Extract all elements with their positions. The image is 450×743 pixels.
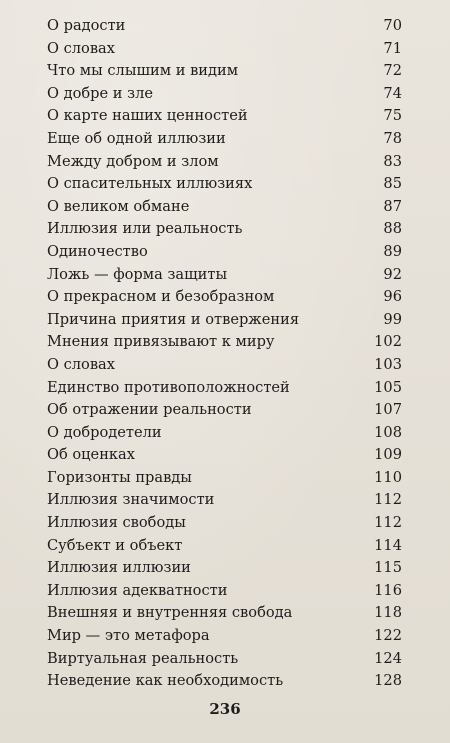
toc-entry [47,128,402,151]
toc-entry-title: Одиночество [47,242,148,260]
toc-entry [47,467,402,490]
toc-entry [47,196,402,219]
toc-entry-page: 75 [383,107,402,125]
toc-entry-title: Что мы слышим и видим [47,62,239,80]
toc-entry-page: 96 [383,288,402,306]
toc-entry [47,648,402,671]
toc-entry-page: 115 [374,559,402,577]
toc-entry-title: Причина приятия и отвержения [47,310,300,328]
toc-entry-title: О карте наших ценностей [47,107,248,125]
toc-entry-page: 92 [383,265,402,283]
toc-entry-page: 99 [383,310,402,328]
toc-entry [47,331,402,354]
toc-entry [47,422,402,445]
toc-entry-title: Горизонты правды [47,468,192,486]
toc-entry [47,60,402,83]
toc-entry [47,264,402,287]
toc-entry-page: 112 [374,491,402,509]
toc-entry-page: 103 [374,355,402,373]
toc-entry-title: Единство противоположностей [47,378,290,396]
toc-entry [47,444,402,467]
toc-entry-page: 107 [374,401,402,419]
toc-entry [47,670,402,693]
toc-entry-page: 78 [383,129,402,147]
toc-entry-page: 74 [383,84,402,102]
toc-entry [47,399,402,422]
toc-entry-title: Об оценках [47,446,135,464]
toc-entry [47,38,402,61]
toc-entry-page: 110 [374,468,402,486]
toc-entry-title: Субъект и объект [47,536,183,554]
toc-entry-title: О спасительных иллюзиях [47,175,253,193]
toc-entry-page: 105 [374,378,402,396]
toc-entry-page: 118 [374,604,402,622]
toc-entry [47,15,402,38]
toc-entry [47,535,402,558]
toc-entry-page: 128 [374,672,402,690]
toc-entry-title: Иллюзия значимости [47,491,215,509]
toc-entry-title: О словах [47,39,115,57]
toc-entry-title: Неведение как необходимость [47,672,284,690]
toc-entry-title: Мир — это метафора [47,627,210,645]
toc-entry-title: Иллюзия или реальность [47,220,243,238]
toc-entry-page: 72 [383,62,402,80]
toc-entry-page: 108 [374,423,402,441]
toc-entry-page: 116 [374,581,402,599]
toc-entry-title: Виртуальная реальность [47,649,239,667]
toc-entry-title: О добродетели [47,423,162,441]
toc-entry-title: О радости [47,17,126,34]
toc-entry [47,309,402,332]
toc-entry-page: 85 [383,175,402,193]
toc-entry-title: Ложь — форма защиты [47,265,228,283]
toc-entry-page: 70 [383,17,402,34]
toc-entry-title: О добре и зле [47,84,154,102]
toc-entry-title: Иллюзия адекватности [47,581,228,599]
toc-entry [47,625,402,648]
toc-entry [47,83,402,106]
toc-entry-title: О прекрасном и безобразном [47,288,275,306]
toc-entry-page: 124 [374,649,402,667]
toc-entry-title: Между добром и злом [47,152,219,170]
toc-entry-title: О великом обмане [47,197,190,215]
toc-entry [47,489,402,512]
toc-entry [47,602,402,625]
toc-entry [47,354,402,377]
toc-entry-page: 122 [374,627,402,645]
toc-entry-title: Иллюзия свободы [47,514,186,532]
toc-entry [47,173,402,196]
toc-entry-page: 114 [374,536,402,554]
toc-entry-page: 112 [374,514,402,532]
page-number: 236 [209,700,241,718]
table-of-contents [47,15,402,693]
toc-entry-page: 88 [383,220,402,238]
toc-entry [47,151,402,174]
toc-entry-page: 87 [383,197,402,215]
toc-entry-title: О словах [47,355,115,373]
toc-entry [47,105,402,128]
toc-entry [47,286,402,309]
toc-entry [47,377,402,400]
toc-entry-title: Еще об одной иллюзии [47,129,226,147]
toc-entry-title: Об отражении реальности [47,401,252,419]
toc-entry-title: Иллюзия иллюзии [47,559,191,577]
toc-entry-page: 89 [383,242,402,260]
toc-entry-page: 109 [374,446,402,464]
toc-entry-title: Внешняя и внутренняя свобода [47,604,293,622]
toc-entry-page: 71 [383,39,402,57]
toc-entry [47,557,402,580]
toc-entry-page: 83 [383,152,402,170]
toc-entry-title: Мнения привязывают к миру [47,333,275,351]
toc-entry-page: 102 [374,333,402,351]
toc-entry [47,218,402,241]
toc-entry [47,512,402,535]
toc-entry [47,580,402,603]
toc-entry [47,241,402,264]
